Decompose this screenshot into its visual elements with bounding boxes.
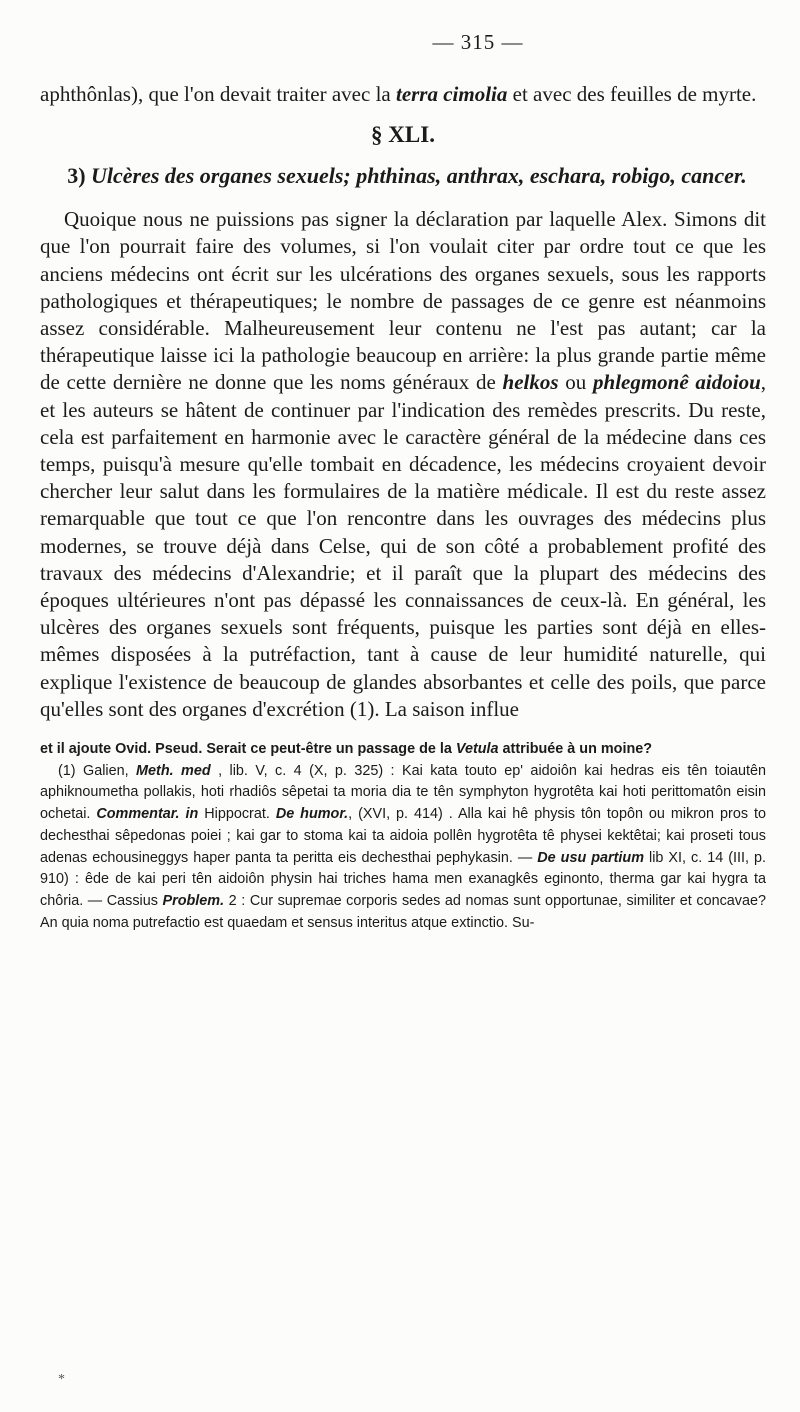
footnote-text-1: (1) Galien, xyxy=(58,762,137,779)
page xyxy=(40,30,766,934)
main-term-helkos: helkos xyxy=(502,370,559,395)
note-continuation-term: Vetula xyxy=(455,741,499,758)
main-paragraph xyxy=(40,206,766,723)
footnote-title-1: Meth. med xyxy=(136,762,211,779)
main-text-part2: , et les auteurs se hâtent de continuer par l'indication des remèdes prescrits. Du reste, cela est parfaitement en harmonie avec le caractère général de la médecine dans ces temps, puisqu'à mesure qu'elle tombait en décadence, les médecins croyaient devoir chercher leur salut dans les formulaires de la matière médicale. Il est du reste assez remarquable que tout ce que l'on rencontre dans les ouvrages des médecins plus modernes, se trouve déjà dans Celse, qui de son côté a probablement profité des travaux des médecins d'Alexandrie; et il paraît que la plupart des médecins des époques ultérieures n'ont pas dépassé les connaissances de ceux-là. En général, les ulcères des organes sexuels sont fréquents, puisque les parties sont déjà en elles-mêmes disposées à la putréfaction, tant à cause de leur humidité naturelle, qui explique l'existence de beaucoup de glandes absorbantes et celle des poils, que parce qu'elles sont des organes d'excrétion (1). La saison influe xyxy=(40,370,767,721)
note-continuation-after: attribuée à un moine? xyxy=(498,741,653,758)
footnote-title-2: Commentar. in xyxy=(96,806,199,823)
subheading-number: 3) xyxy=(67,163,92,189)
main-text-mid: ou xyxy=(558,370,594,395)
footnote-title-5: Problem. xyxy=(162,892,225,909)
footnote-title-4: De usu partium xyxy=(537,849,645,866)
section-heading: § XLI. xyxy=(371,122,435,148)
footnote-text-6: 2 : Cur supremae corporis sedes ad nomas sunt opportunae, similiter et concavae? An quia noma putrefactio est quaedam et sensus interitus atque extinctio. Su- xyxy=(40,892,766,931)
footnote-text-2: , lib. V, c. 4 (X, p. 325) : Kai kata touto ep' aidoiôn kai hedras eis tên toiautên aphiknoumetha pollakis, hoti rhadiôs sêpetai ta moria dia te tên symphyton hygrotêta kai hoti perittomatôn eisin ochetai. xyxy=(40,762,766,823)
note-continuation-before: et il ajoute Ovid. Pseud. Serait ce peut-être un passage de la xyxy=(40,741,456,758)
subheading-title: Ulcères des organes sexuels; phthinas, anthrax, eschara, robigo, cancer. xyxy=(91,163,747,189)
footnote-title-3: De humor. xyxy=(275,806,349,823)
main-text-part1: Quoique nous ne puissions pas signer la déclaration par laquelle Alex. Simons dit que l'on pourrait faire des volumes, si l'on voulait citer par ordre tout ce que les anciens médecins ont écrit sur les ulcérations des organes sexuels, sous les rapports pathologiques et thérapeutiques; le nombre de passages de ce genre est néanmoins assez considérable. Malheureusement leur contenu ne l'est pas autant; car la thérapeutique laisse ici la pathologie beaucoup en arrière: la plus grande partie même de cette dernière ne donne que les noms généraux de xyxy=(40,207,766,395)
opening-text-before: aphthônlas), que l'on devait traiter avec la xyxy=(40,82,396,106)
opening-text-after: et avec des feuilles de myrte. xyxy=(507,82,757,106)
note-continuation xyxy=(40,739,766,761)
bottom-mark: * xyxy=(58,1372,65,1387)
subheading xyxy=(40,162,766,190)
footnote-text-4: , (XVI, p. 414) . Alla kai hê physis tôn topôn ou mikron pros to dechesthai sêpedonas poiei ; kai gar to stoma kai ta aidoia pollên hygrotêta tê physei kektêtai; kai proseti tous adenas echousineggys haper panta ta peritta eis dechesthai pephykasin. — xyxy=(40,806,766,866)
footnote-text-5: lib XI, c. 14 (III, p. 910) : êde de kai peri tên aidoiôn physin hai triches hama men exanagkês eginonto, therma gar kai hygra ta chôria. — Cassius xyxy=(40,849,767,909)
opening-term: terra cimolia xyxy=(395,82,508,106)
main-term-phlegmone: phlegmonê aidoiou xyxy=(593,370,761,395)
page-number: — 315 — xyxy=(432,30,524,54)
notes xyxy=(40,739,766,934)
footnote-text-3: Hippocrat. xyxy=(198,806,276,823)
opening-paragraph xyxy=(40,81,766,108)
footnote-1 xyxy=(40,761,766,935)
